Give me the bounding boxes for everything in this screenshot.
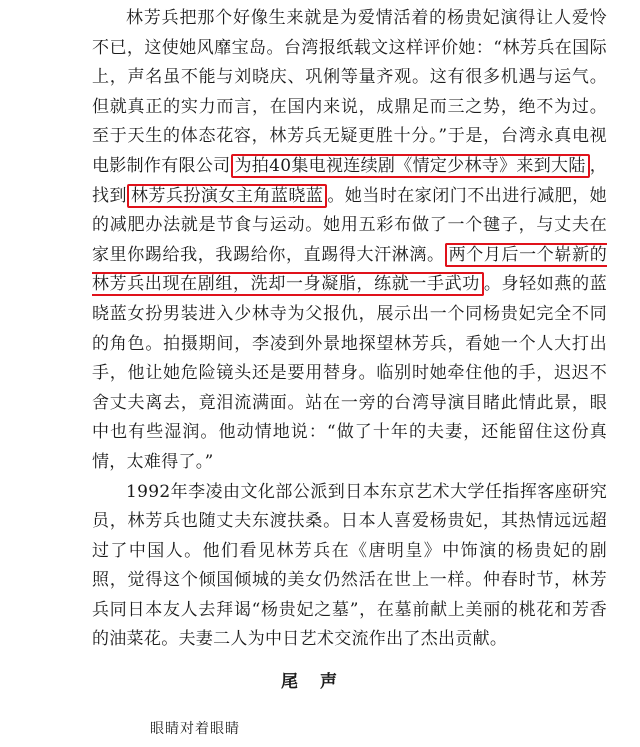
text-run: ，找到: [92, 155, 607, 206]
section-title: 尾声: [281, 672, 359, 692]
highlighted-phrase: 两个月后一个崭新的林芳兵出现在剧组，洗却一身凝脂，练就一手武功: [92, 244, 607, 295]
body-text: [92, 4, 607, 655]
text-run: 。身轻如燕的蓝晓蓝女扮男装进入少林寺为父报仇，展示出一个同杨贵妃完全不同的角色。拍摄期间，李凌到外景地探望林芳兵，看她一个人大打出手，他让她危险镜头还是要用替身。临别时她牵住他的手，迟迟不舍丈夫离去，竟泪流满面。站在一旁的台湾导演目睹此情此景，眼中也有些湿润。他动情地说：“做了十年的夫妻，还能留住这份真情，太难得了。”: [92, 274, 607, 472]
sub-title: 眼睛对着眼睛: [150, 721, 240, 737]
text-run: 。她当时在家闭门不出进行减肥，她的减肥办法就是节食与运动。她用五彩布做了一个毽子，与丈夫在家里你踢给我，我踢给你，直踢得大汗淋漓。: [92, 185, 607, 265]
text-run: 1992年李凌由文化部公派到日本东京艺术大学任指挥客座研究员，林芳兵也随丈夫东渡扶桑。日本人喜爱杨贵妃，其热情远远超过了中国人。他们看见林芳兵在《唐明皇》中饰演的杨贵妃的剧照，觉得这个倾国倾城的美女仍然活在世上一样。仲春时节，林芳兵同日本友人去拜谒“杨贵妃之墓”，在墓前献上美丽的桃花和芳香的油菜花。夫妻二人为中日艺术交流作出了杰出贡献。: [92, 481, 607, 650]
highlighted-phrase: 林芳兵扮演女主角蓝晓蓝: [127, 184, 327, 208]
paragraph-2: [92, 478, 607, 656]
highlighted-phrase: 为拍40集电视连续剧《情定少林寺》来到大陆: [231, 154, 590, 178]
paragraph-1: [92, 4, 607, 478]
text-run: 林芳兵把那个好像生来就是为爱情活着的杨贵妃演得让人爱怜不已，这使她风靡宝岛。台湾报纸载文这样评价她：“林芳兵在国际上，声名虽不能与刘晓庆、巩俐等量齐观。这有很多机遇与运气。但就真正的实力而言，在国内来说，成鼎足而三之势，绝不为过。至于天生的体态花容，林芳兵无疑更胜十分。”于是，台湾永真电视电影制作有限公司: [92, 8, 607, 176]
